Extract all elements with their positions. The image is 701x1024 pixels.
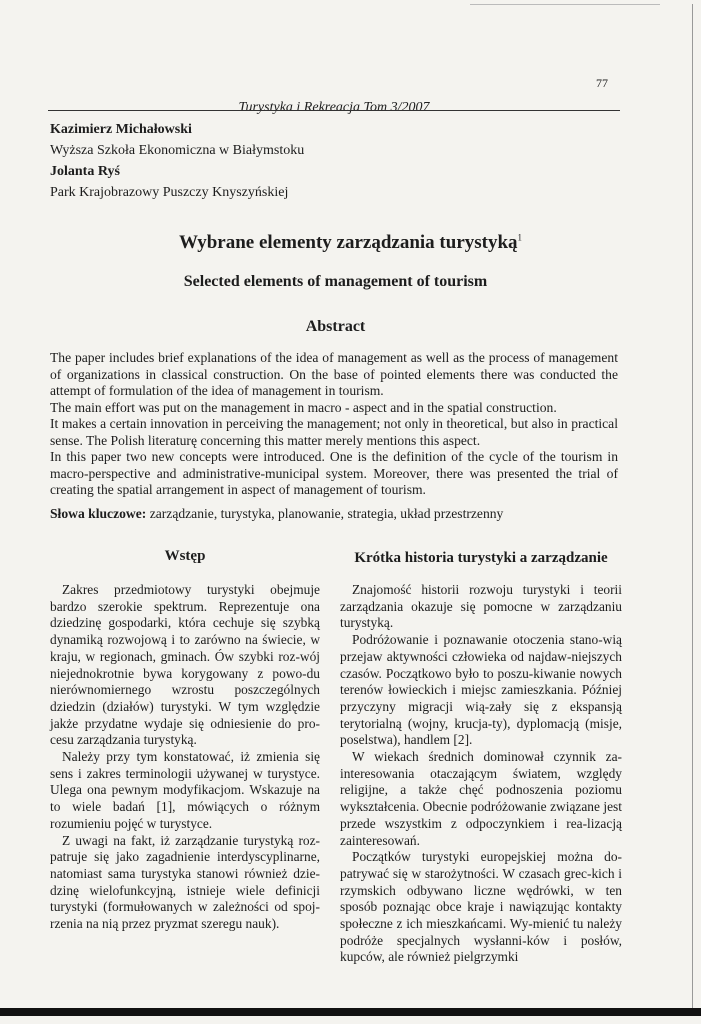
section-heading-introduction: Wstęp <box>164 548 206 564</box>
title-polish <box>0 232 701 254</box>
left-column-text <box>50 582 320 933</box>
body-paragraph: Znajomość historii rozwoju turystyki i teorii zarządzania okazuje się pomocne w zarządzaniu turystyką. <box>340 582 622 631</box>
body-paragraph: Należy przy tym konstatować, iż zmienia się sens i zakres terminologii używanej w turystyce. Ulega ona pewnym modyfikacjom. Wskazuje na to wiele badań [1], mówiących o różnym rozumieniu pojęć w turystyce. <box>50 749 320 831</box>
author-affiliation-2: Park Krajobrazowy Puszczy Knyszyńskiej <box>50 185 289 200</box>
body-paragraph: Podróżowanie i poznawanie otoczenia stano-wią przejaw aktywności człowieka od najdaw-niejszych czasów. Początkowo było to poszu-kiwanie nowych terenów łowieckich i miejsc zamieszkania. Później przyczyny migracji wią-zały się z ekspansją terytorialną (wojny, krucja-ty), dyplomacją (misje, poselstwa), handlem [2]. <box>340 632 622 748</box>
abstract-paragraph: In this paper two new concepts were introduced. One is the definition of the cycle of the tourism in macro-perspective and administrative-municipal system. Moreover, there was presented the trial of creating the spatial arrangement in aspect of management of tourism. <box>50 449 618 497</box>
body-paragraph: Początków turystyki europejskiej można do-patrywać się w starożytności. W czasach grec-kich i rzymskich odbywano liczne wędrówki, w ten sposób poznając obce kraje i nawiązując kontakty społeczne z ich mieszkańcami. Wy-mienić tu należy podróże specjalnych wysłanni-ków i posłów, kupców, ale również pielgrzymki <box>340 849 622 965</box>
right-column-text <box>340 582 622 966</box>
keywords-line <box>50 506 620 522</box>
abstract-paragraph: The paper includes brief explanations of the idea of management as well as the process of management of organizations in classical construction. On the base of pointed elements there was conducted the attempt of formulation of the idea of management in tourism. <box>50 350 618 398</box>
abstract-paragraph: The main effort was put on the management in macro - aspect and in the spatial construction. <box>50 399 557 415</box>
title-footnote-mark: 1 <box>517 232 523 243</box>
author-affiliation-1: Wyższa Szkoła Ekonomiczna w Białymstoku <box>50 143 305 158</box>
keywords-label: Słowa kluczowe: <box>50 506 147 521</box>
abstract-body <box>50 350 618 499</box>
keywords-text: zarządzanie, turystyka, planowanie, strategia, układ przestrzenny <box>146 506 504 521</box>
abstract-paragraph: It makes a certain innovation in perceiving the management; not only in theoretical, but also in practical sense. The Polish literaturę concerning this matter merely mentions this aspect. <box>50 416 618 448</box>
scan-bottom-edge <box>0 1008 701 1016</box>
title-english: Selected elements of management of tourism <box>183 273 488 290</box>
body-paragraph: Z uwagi na fakt, iż zarządzanie turystyką roz-patruje się jako zagadnienie interdyscyplinarne, natomiast sama turystyka stanowi również dzie-dzinę wielofunkcyjną, istnieje wiele definicji turystyki (formułowanych w zależności od spoj-rzenia na nią przez pryzmat szeregu nauk). <box>50 832 320 932</box>
abstract-heading: Abstract <box>305 318 366 335</box>
journal-header-text: Turystyka i Rekreacja Tom 3/2007 <box>238 100 430 115</box>
page-edge-line <box>692 4 693 1009</box>
body-paragraph: W wiekach średnich dominował czynnik za-interesowania otaczającym światem, względy religijne, a także chęć podnoszenia poziomu wykształcenia. Obecnie podróżowanie związane jest przede wszystkim z odpoczynkiem i rea-lizacją zainteresowań. <box>340 749 622 848</box>
body-paragraph: Zakres przedmiotowy turystyki obejmuje bardzo szerokie spektrum. Reprezentuje ona dziedzinę gospodarki, która cechuje się szybką dynamiką rozwojową i to zarówno na świecie, w kraju, w regionach, gminach. Ów szybki roz-wój niejednokrotnie bywa korygowany z powo-du nierównomiernego wzrostu poszczególnych dziedzin (działów) turystyki. W tym względzie jakże przydatne wydaje się odniesienie do pro-cesu zarządzania turystyką. <box>50 582 320 748</box>
title-polish-text: Wybrane elementy zarządzania turystyką <box>178 232 518 253</box>
top-edge-rule <box>470 4 660 5</box>
page-number: 77 <box>596 76 608 90</box>
author-name-1: Kazimierz Michałowski <box>50 122 192 137</box>
author-block <box>50 119 304 203</box>
author-name-2: Jolanta Ryś <box>50 164 120 179</box>
section-heading-history: Krótka historia turystyki a zarządzanie <box>354 550 608 566</box>
journal-header <box>48 100 620 116</box>
header-rule <box>48 110 620 111</box>
